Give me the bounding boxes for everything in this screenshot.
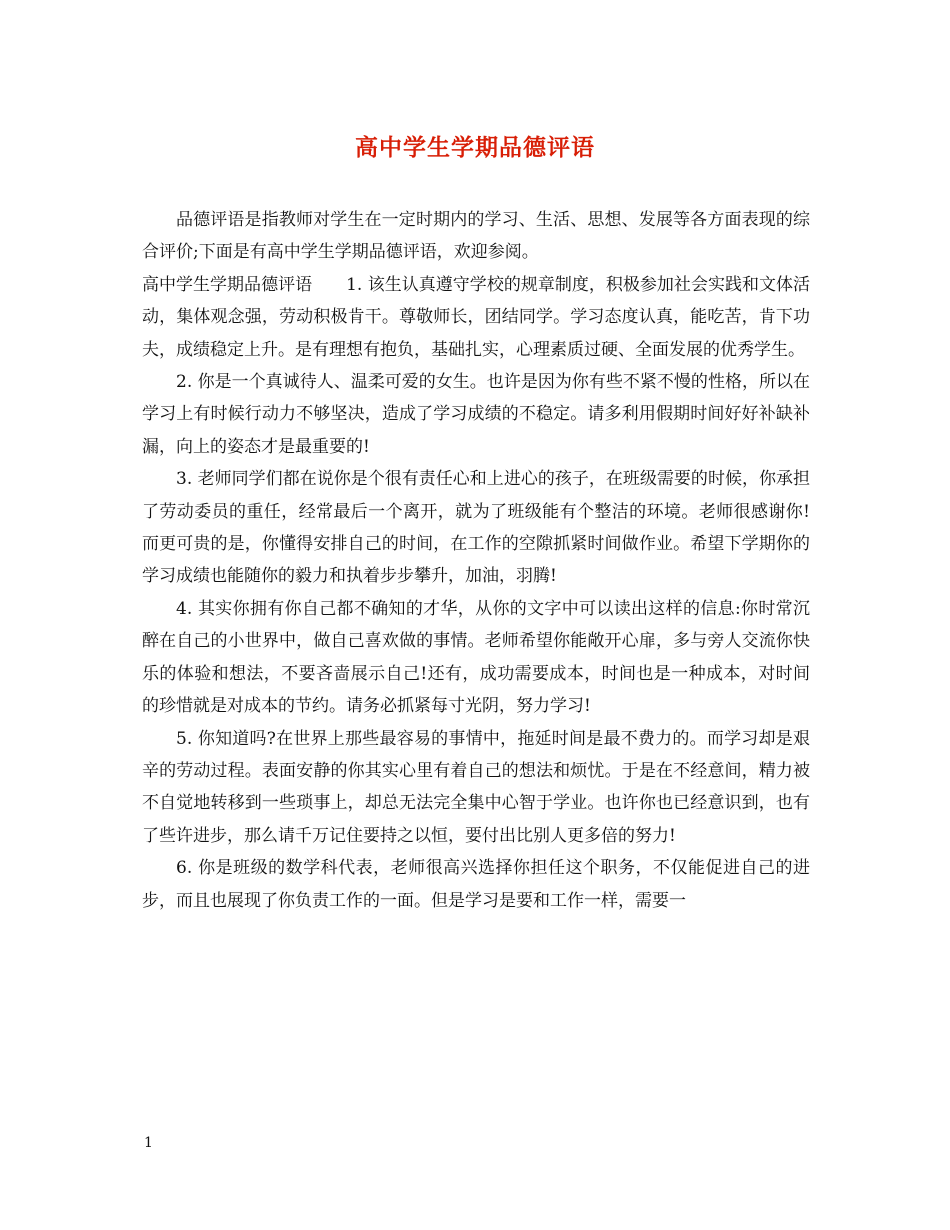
section-subtitle: 高中学生学期品德评语	[142, 274, 313, 295]
item-paragraph-6: 6. 你是班级的数学科代表，老师很高兴选择你担任这个职务，不仅能促进自己的进步，而且也展现了你负责工作的一面。但是学习是要和工作一样，需要一	[142, 858, 810, 911]
item-paragraph-5: 5. 你知道吗?在世界上那些最容易的事情中，拖延时间是最不费力的。而学习却是艰辛的劳动过程。表面安静的你其实心里有着自己的想法和烦忧。于是在不经意间，精力被不自觉地转移到一些琐事上，却总无法完全集中心智于学业。也许你也已经意识到，也有了些许进步，那么请千万记住要持之以恒，要付出比别人更多倍的努力!	[142, 728, 810, 846]
item-paragraph-3: 3. 老师同学们都在说你是个很有责任心和上进心的孩子，在班级需要的时候，你承担了劳动委员的重任，经常最后一个离开，就为了班级能有个整洁的环境。老师很感谢你!而更可贵的是，你懂得安排自己的时间，在工作的空隙抓紧时间做作业。希望下学期你的学习成绩也能随你的毅力和执着步步攀升，加油，羽腾!	[142, 469, 810, 587]
document-body	[142, 204, 810, 917]
item-text-1: 1. 该生认真遵守学校的规章制度，积极参加社会实践和文体活动，集体观念强，劳动积极肯干。尊敬师长，团结同学。学习态度认真，能吃苦，肯下功夫，成绩稳定上升。是有理想有抱负，基础扎实，心理素质过硬、全面发展的优秀学生。	[142, 274, 811, 360]
document-title: 高中学生学期品德评语	[355, 134, 595, 161]
item-paragraph-4: 4. 其实你拥有你自己都不确知的才华，从你的文字中可以读出这样的信息:你时常沉醉在自己的小世界中，做自己喜欢做的事情。老师希望你能敞开心扉，多与旁人交流你快乐的体验和想法，不要吝啬展示自己!还有，成功需要成本，时间也是一种成本，对时间的珍惜就是对成本的节约。请务必抓紧每寸光阴，努力学习!	[142, 598, 810, 717]
page-number: 1	[144, 1135, 153, 1151]
intro-paragraph: 品德评语是指教师对学生在一定时期内的学习、生活、思想、发展等各方面表现的综合评价;下面是有高中学生学期品德评语，欢迎参阅。	[142, 210, 810, 263]
item-paragraph-2: 2. 你是一个真诚待人、温柔可爱的女生。也许是因为你有些不紧不慢的性格，所以在学习上有时候行动力不够坚决，造成了学习成绩的不稳定。请多利用假期时间好好补缺补漏，向上的姿态才是最重要的!	[142, 372, 810, 457]
item-paragraph-1	[142, 269, 810, 366]
